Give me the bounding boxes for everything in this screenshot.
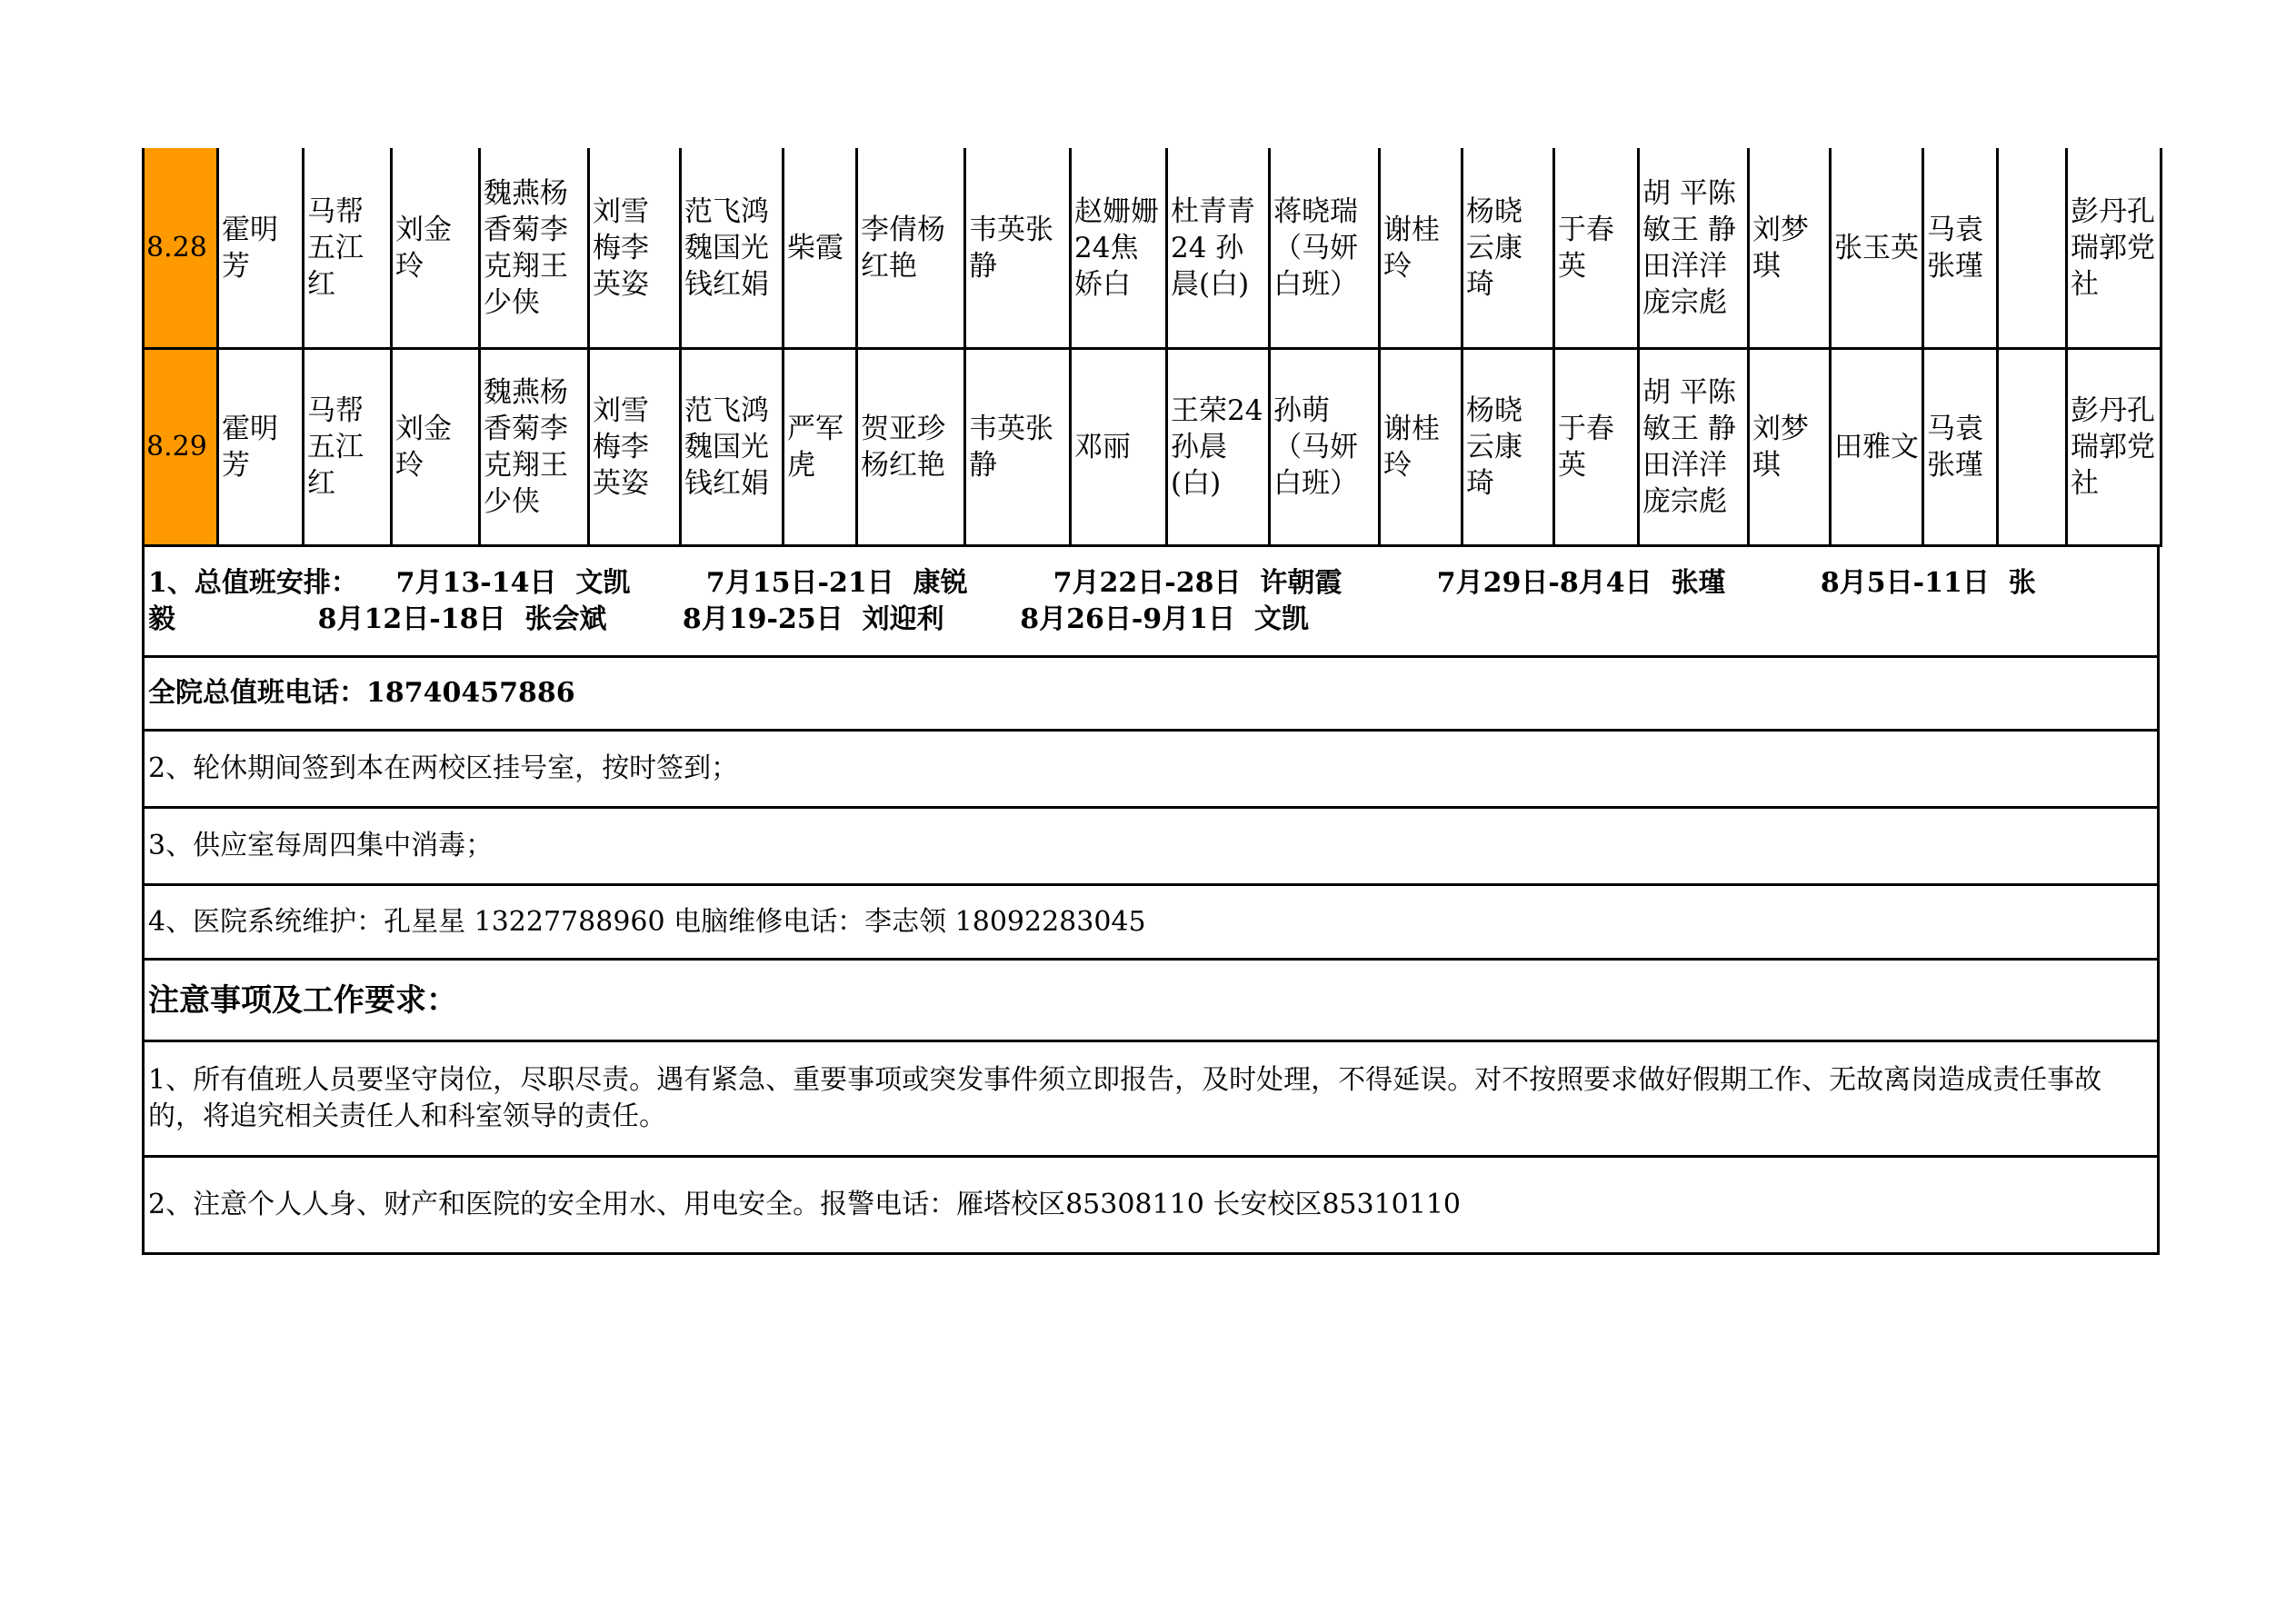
- duty-roster-table: [142, 148, 2162, 547]
- table-cell: 魏燕杨香菊李克翔王少侠: [480, 349, 589, 546]
- table-cell: 杨晓云康琦: [1462, 349, 1554, 546]
- table-cell: 刘雪梅李英姿: [589, 148, 681, 349]
- table-cell: 邓丽: [1071, 349, 1167, 546]
- table-cell: 谢桂玲: [1380, 349, 1462, 546]
- date-cell: 8.29: [144, 349, 218, 546]
- table-cell: 刘金玲: [392, 349, 480, 546]
- table-cell: 魏燕杨香菊李克翔王少侠: [480, 148, 589, 349]
- table-cell: 赵姗姗24焦娇白: [1071, 148, 1167, 349]
- table-cell: 贺亚珍杨红艳: [857, 349, 965, 546]
- table-cell: 李倩杨红艳: [857, 148, 965, 349]
- table-cell: 彭丹孔瑞郭党社: [2067, 349, 2161, 546]
- sign-in-note: 2、轮休期间签到本在两校区挂号室，按时签到；: [145, 732, 2157, 809]
- duty-roster-sheet: [142, 148, 2160, 1255]
- duty-schedule-line-2: 毅 8月12日-18日 张会斌 8月19-25日 刘迎利 8月26日-9月1日 文凯: [148, 602, 1309, 635]
- table-cell: [1998, 148, 2067, 349]
- table-cell: 刘梦琪: [1749, 148, 1831, 349]
- table-cell: 霍明芳: [218, 349, 304, 546]
- table-cell: 刘雪梅李英姿: [589, 349, 681, 546]
- table-cell: 范飞鸿魏国光钱红娟: [681, 148, 784, 349]
- table-cell: 马帮五江红: [304, 148, 392, 349]
- table-cell: 谢桂玲: [1380, 148, 1462, 349]
- requirement-2: 2、注意个人人身、财产和医院的安全用水、用电安全。报警电话：雁塔校区85308110 长安校区85310110: [148, 1189, 1462, 1220]
- requirements-title: 注意事项及工作要求：: [145, 961, 2157, 1042]
- table-cell: 马帮五江红: [304, 349, 392, 546]
- table-cell: 霍明芳: [218, 148, 304, 349]
- table-cell: 于春英: [1554, 148, 1639, 349]
- table-cell: 范飞鸿魏国光钱红娟: [681, 349, 784, 546]
- table-cell: 王荣24孙晨(白): [1167, 349, 1270, 546]
- disinfection-note: 3、供应室每周四集中消毒；: [145, 809, 2157, 886]
- table-cell: 田雅文: [1831, 349, 1923, 546]
- table-cell: 柴霞: [784, 148, 857, 349]
- table-cell: 刘梦琪: [1749, 349, 1831, 546]
- maintenance-contact-note: 4、医院系统维护：孔星星 13227788960 电脑维修电话：李志领 18092283045: [145, 886, 2157, 961]
- date-cell: 8.28: [144, 148, 218, 349]
- table-cell: 韦英张静: [965, 349, 1071, 546]
- table-cell: 彭丹孔瑞郭党社: [2067, 148, 2161, 349]
- table-cell: 张玉英: [1831, 148, 1923, 349]
- table-cell: 马袁张瑾: [1923, 148, 1998, 349]
- table-cell: 刘金玲: [392, 148, 480, 349]
- table-cell: 杜青青24 孙晨(白): [1167, 148, 1270, 349]
- table-cell: 韦英张静: [965, 148, 1071, 349]
- table-row: [144, 349, 2161, 546]
- table-cell: [1998, 349, 2067, 546]
- requirement-1: 1、所有值班人员要坚守岗位，尽职尽责。遇有紧急、重要事项或突发事件须立即报告，及时处理，不得延误。对不按照要求做好假期工作、无故离岗造成责任事故的，将追究相关责任人和科室领导的责任。: [145, 1042, 2157, 1158]
- table-cell: 胡 平陈 敏王 静田洋洋庞宗彪: [1639, 148, 1749, 349]
- table-row: [144, 148, 2161, 349]
- table-cell: 胡 平陈 敏王 静田洋洋庞宗彪: [1639, 349, 1749, 546]
- duty-schedule-note: [145, 547, 2157, 658]
- table-cell: 严军虎: [784, 349, 857, 546]
- table-cell: 蒋晓瑞（马妍白班）: [1270, 148, 1380, 349]
- table-cell: 马袁张瑾: [1923, 349, 1998, 546]
- table-cell: 孙萌（马妍白班）: [1270, 349, 1380, 546]
- table-cell: 杨晓云康琦: [1462, 148, 1554, 349]
- notes-section: [142, 547, 2160, 1255]
- table-cell: 于春英: [1554, 349, 1639, 546]
- duty-phone-note: 全院总值班电话：18740457886: [145, 658, 2157, 732]
- duty-schedule-line-1: 1、总值班安排： 7月13-14日 文凯 7月15日-21日 康锐 7月22日-28日 许朝霞 7月29日-8月4日 张瑾 8月5日-11日 张: [148, 566, 2036, 599]
